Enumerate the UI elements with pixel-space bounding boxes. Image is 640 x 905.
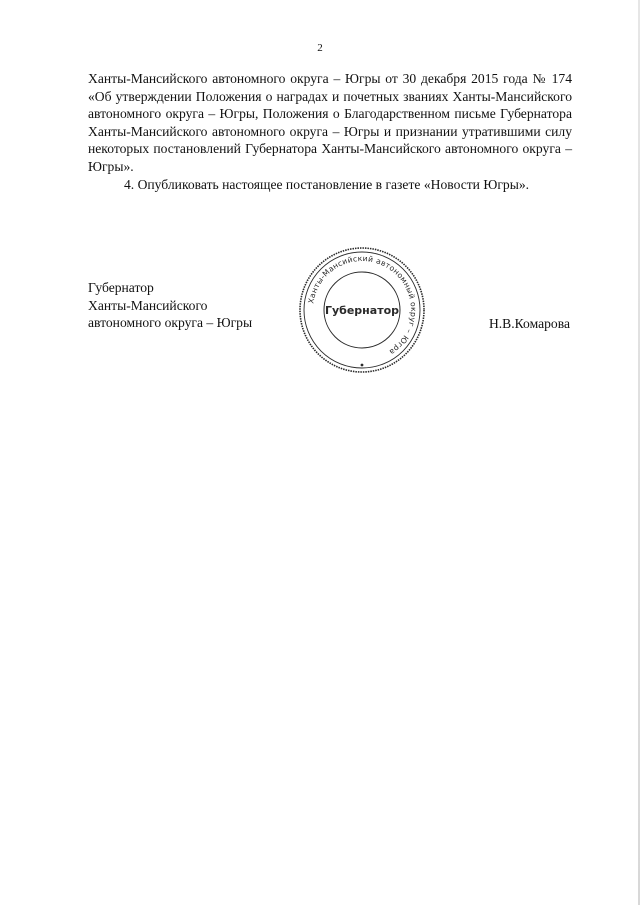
paragraph-continuation: Ханты-Мансийского автономного округа – Югры от 30 декабря 2015 года № 174 «Об утверждении Положения о наградах и почетных званиях Ханты-Мансийского автономного округа – Югры, Положения о Благодарственном письме Губернатора Ханты-Мансийского автономного округа – Югры и признании утратившими силу некоторых постановлений Губернатора Ханты-Мансийского автономного округа – Югры». bbox=[88, 71, 572, 174]
paragraph-item-4: 4. Опубликовать настоящее постановление в газете «Новости Югры». bbox=[124, 176, 530, 192]
document-body bbox=[88, 70, 572, 193]
signer-name: Н.В.Комарова bbox=[488, 316, 570, 331]
signer-title-line-2: Ханты-Мансийского bbox=[88, 297, 208, 313]
signer-title-block bbox=[88, 279, 252, 332]
seal-ring-text: Ханты-Мансийский автономный округ – Югра bbox=[306, 253, 419, 357]
page-number: 2 bbox=[317, 42, 323, 54]
signer-title-line-3: автономного округа – Югры bbox=[88, 315, 253, 331]
official-seal bbox=[297, 245, 427, 375]
signer-title-line-1: Губернатор bbox=[88, 280, 154, 295]
seal-center-text: Губернатор bbox=[324, 304, 400, 317]
seal-star-dot bbox=[361, 364, 364, 367]
